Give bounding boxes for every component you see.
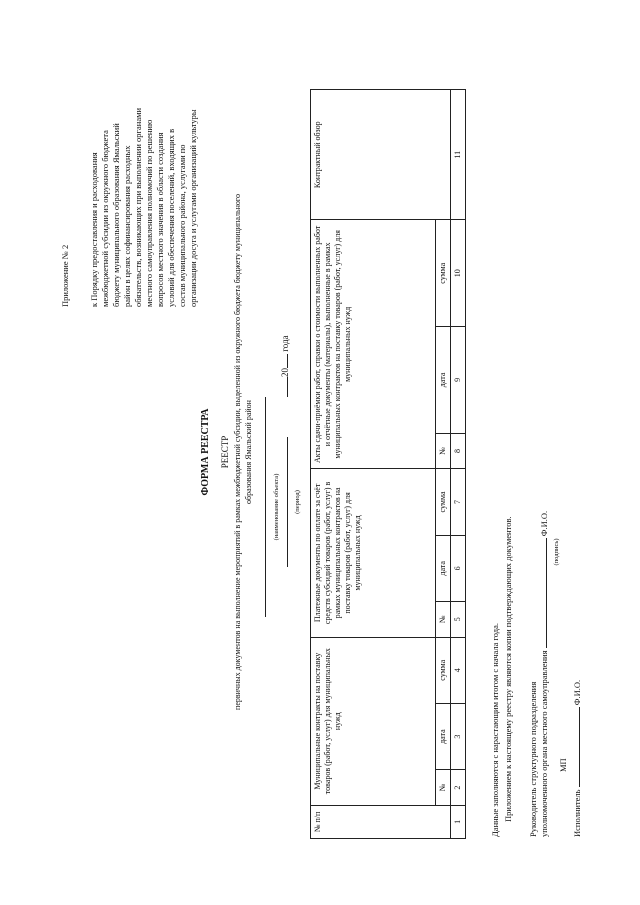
sign-hint: (подпись) bbox=[553, 538, 560, 566]
sub-sum: сумма bbox=[436, 469, 451, 535]
head-fio: Ф.И.О. bbox=[539, 510, 549, 537]
appendix-line: вопросов местного значения в области создания bbox=[155, 132, 165, 307]
column-number: 5 bbox=[451, 602, 466, 638]
executor-line bbox=[572, 680, 583, 837]
column-number: 6 bbox=[451, 535, 466, 601]
appendix-line: обязательств, возникающих при выполнении органами bbox=[133, 107, 143, 307]
registry-table bbox=[310, 89, 466, 839]
column-numbers-row bbox=[451, 90, 466, 839]
column-number: 10 bbox=[451, 220, 466, 327]
column-number: 4 bbox=[451, 637, 466, 703]
appendix-line: бюджету муниципального образования Ямальский bbox=[111, 123, 121, 307]
column-number: 1 bbox=[451, 805, 466, 838]
appendix-line: условий для обеспечения поселений, входящих в bbox=[166, 128, 176, 307]
note-cumulative: Данные заполняются с нарастающим итогом с начала года. bbox=[490, 622, 500, 837]
column-number: 2 bbox=[451, 770, 466, 806]
note-attachments: Приложением к настоящему реестру являются копии подтверждающих документов. bbox=[503, 516, 513, 822]
year-field bbox=[280, 335, 291, 397]
registry-subtitle: первичных документов на выполнение мероприятий в рамках межбюджетной субсидии, выделенной из окружного бюджета бюджету муниципального bbox=[233, 194, 242, 710]
column-number: 3 bbox=[451, 703, 466, 769]
head-signature-line-2 bbox=[539, 511, 550, 837]
appendix-block bbox=[60, 42, 199, 307]
column-number: 8 bbox=[451, 433, 466, 469]
col-number-header: № п/п bbox=[311, 805, 451, 838]
appendix-line: организации досуга и услугами организаций культуры bbox=[188, 109, 198, 307]
object-line bbox=[258, 397, 269, 617]
column-number: 9 bbox=[451, 327, 466, 434]
payments-header: Платежные документы по оплате за счёт средств субсидий товаров (работ, услуг) в рамках муниципальных контрактов на поставку товаров (работ, услуг) для муниципальных нужд bbox=[311, 469, 436, 637]
registry-title: РЕЕСТР bbox=[220, 435, 230, 469]
appendix-title: Приложение № 2 bbox=[60, 244, 70, 307]
head-signature-line-1: Руководитель структурного подразделения bbox=[528, 681, 538, 837]
acts-header: Акты сдачи-приёмки работ, справки о стоимости выполненных работ и отчётные документы (материалы), выполненные в рамках муниципальных контрактов на поставку товаров (работ, услуг) для муниципальных нужд bbox=[311, 220, 436, 469]
column-number: 7 bbox=[451, 469, 466, 535]
sub-date: дата bbox=[436, 327, 451, 434]
object-hint: (наименование объекта) bbox=[273, 473, 280, 541]
sub-date: дата bbox=[436, 703, 451, 769]
executor-fio: Ф.И.О. bbox=[572, 679, 582, 706]
sub-sum: сумма bbox=[436, 637, 451, 703]
appendix-line: местного самоуправления полномочий по решению bbox=[144, 119, 154, 307]
year-suffix: года bbox=[280, 335, 290, 352]
registry-subtitle-2: образования Ямальский район bbox=[244, 400, 253, 504]
column-number: 11 bbox=[451, 90, 466, 220]
sub-num: № bbox=[436, 602, 451, 638]
contracts-header: Муниципальные контракты на поставку товаров (работ, услуг) для муниципальных нужд bbox=[311, 637, 436, 805]
appendix-line: состав муниципального района, услугами по bbox=[177, 144, 187, 307]
executor-label: Исполнитель bbox=[572, 789, 582, 837]
appendix-line: район в целях софинансирования расходных bbox=[122, 145, 132, 307]
appendix-line: межбюджетной субсидии из окружного бюджета bbox=[100, 130, 110, 307]
sub-num: № bbox=[436, 433, 451, 469]
form-title: ФОРМА РЕЕСТРА bbox=[200, 408, 211, 496]
appendix-line: к Порядку предоставления и расходования bbox=[89, 152, 99, 307]
sub-date: дата bbox=[436, 535, 451, 601]
period-line bbox=[280, 437, 291, 567]
sub-sum: сумма bbox=[436, 220, 451, 327]
period-hint: (период) bbox=[294, 490, 301, 514]
stamp-mark: МП bbox=[558, 758, 568, 772]
head-signature-org: уполномоченного органа местного самоуправления bbox=[539, 650, 549, 837]
sub-num: № bbox=[436, 770, 451, 806]
review-header: Контрактный обзор bbox=[311, 90, 451, 220]
year-prefix: 20 bbox=[280, 368, 290, 377]
rotated-document-sheet bbox=[40, 37, 600, 867]
table-header-row bbox=[311, 90, 436, 839]
